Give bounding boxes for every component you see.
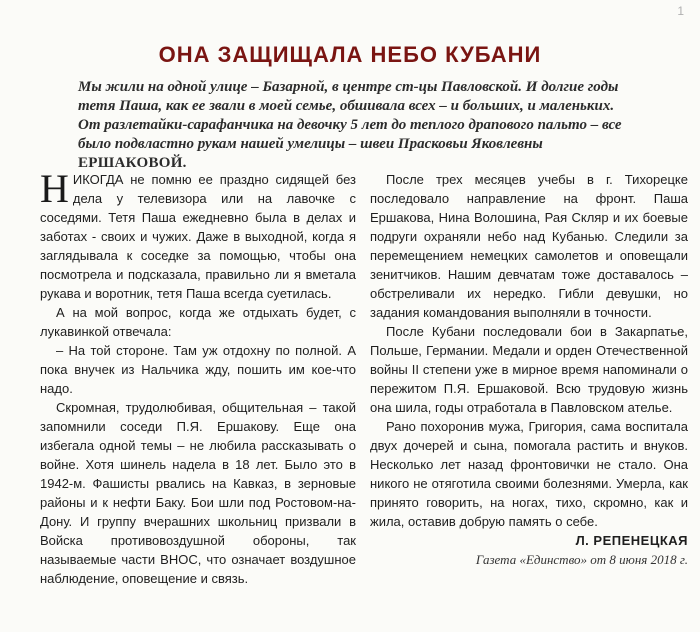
article-paragraph-4: Скромная, трудолюбивая, общительная – такой запомнили соседи П.Я. Ершакову. Еще она избегала одной темы – не любила рассказывать о войне. Хотя шинель надела в 18 лет. Было это в 1942-м. Фашисты рвались на Кавказ, в зерновые районы и к нефти Баку. Бои шли под Ростовом-на-Дону. И группу вчерашних школьниц призвали в Войска противовоздушной обороны, так называемые части ВНОС, что означает воздушное наблюдение, оповещение и связь. [40,400,356,586]
drop-cap: Н [40,166,69,211]
author-signature: Л. РЕПЕНЕЦКАЯ [575,533,688,548]
article-title: ОНА ЗАЩИЩАЛА НЕБО КУБАНИ [158,42,542,67]
article-paragraph-6: После Кубани последовали бои в Закарпатье, Польше, Германии. Медали и орден Отечественной войны II степени уже в мирное время напоминали о пережитом П.Я. Ершаковой. Всю трудовую жизнь она шила, годы отработала в Павловском ателье. [370,324,688,415]
lead-name: ЕРШАКОВОЙ. [78,155,187,171]
article-paragraph-2: А на мой вопрос, когда же отдыхать будет, с лукавинкой отвечала: [40,305,356,339]
article-column-left [40,166,356,588]
article-paragraph-5: После трех месяцев учебы в г. Тихорецке последовало направление на фронт. Паша Ершакова, Нина Волошина, Рая Скляр и их боевые подруги охраняли небо над Кубанью. Следили за перемещением немецких самолетов и оповещали зенитчиков. Нашим девчатам тоже доставалось – обстреливали их нередко. Гибли девушки, но задания командования выполняли в точности. [370,172,688,320]
article-paragraph-7: Рано похоронив мужа, Григория, сама воспитала двух дочерей и сына, помогала растить и внуков. Несколько лет назад фронтовички не стало. Она никого не отяготила своими болезнями. Умерла, как принято говорить, на ногах, тихо, скромно, как и жила, оставив добрую память о себе. [370,419,688,529]
page-number: 1 [677,4,684,18]
source-citation: Газета «Единство» от 8 июня 2018 г. [475,552,688,567]
article-paragraph-3: – На той стороне. Там уж отдохну по полной. А пока внучек из Нальчика жду, пошить им кое-что надо. [40,343,356,396]
article-lead [78,78,638,173]
paragraph-text: ИКОГДА не помню ее праздно сидящей без дела у телевизора или на лавочке с соседями. Тетя Паша ежедневно была в делах и заботах - своих и чужих. Даже в выходной, когда я заглядывала к соседке за помощью, чтобы она посмотрела и подсказала, правильно ли я вметала рукава и воротник, тетя Паша всегда суетилась. [40,172,356,301]
article-column-right [370,170,688,569]
article-paragraph-1 [40,166,356,303]
lead-text: Мы жили на одной улице – Базарной, в центре ст-цы Павловской. И долгие годы тетя Паша, как ее звали в моей семье, обшивала всех – и больших, и маленьких. От разлетайки-сарафанчика на девочку 5 лет до теплого драпового пальто – все было подвластно рукам нашей умелицы – швеи Прасковьи Яковлевны [78,79,622,152]
